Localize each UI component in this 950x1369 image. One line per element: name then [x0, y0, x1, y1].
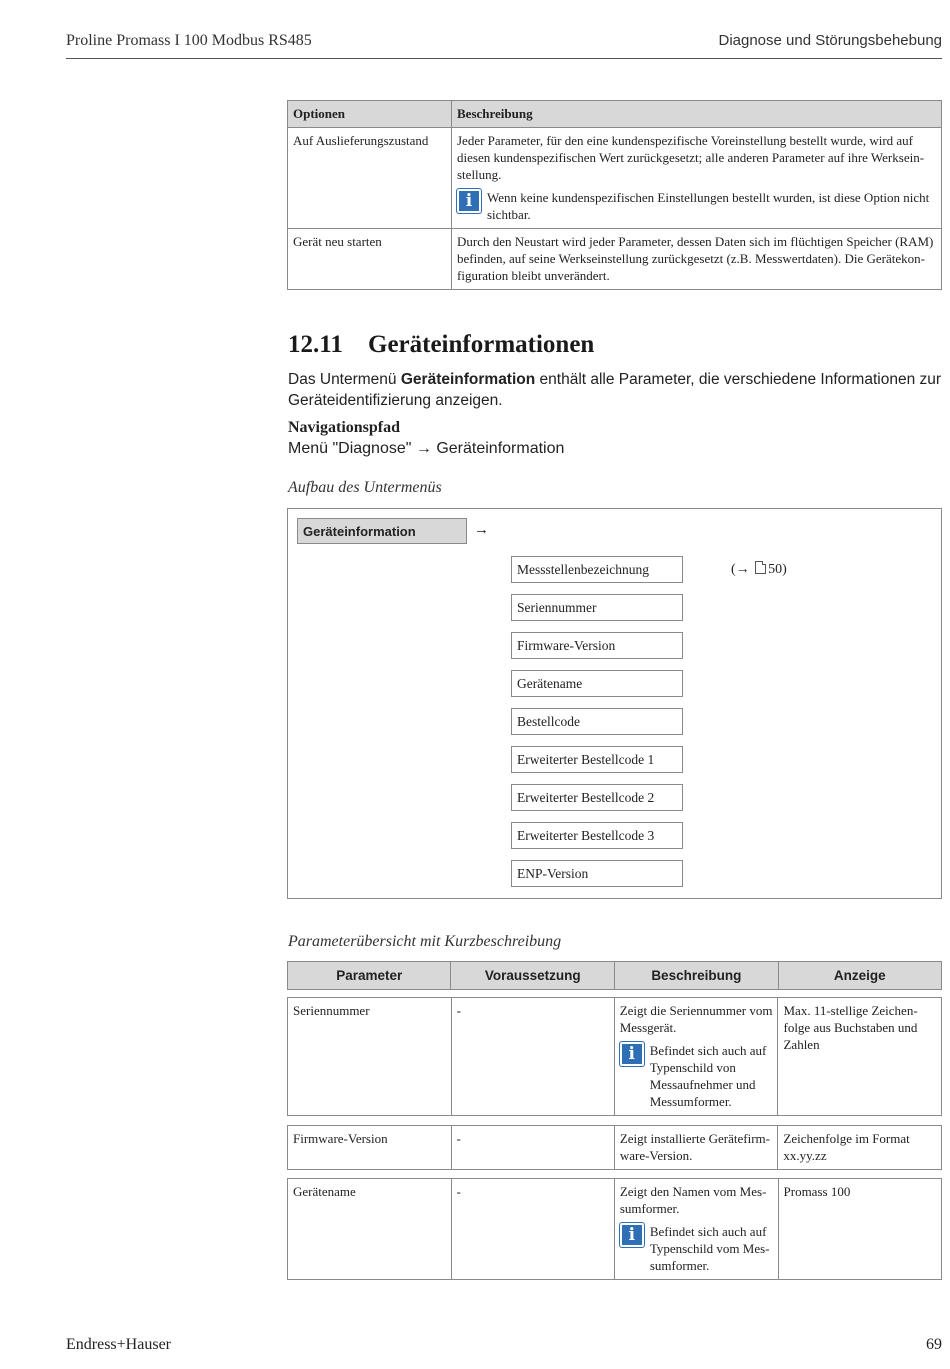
intro-text-start: Das Untermenü — [288, 371, 401, 388]
parameter-display: Zeichenfolge im Format xx.yy.zz — [778, 1126, 942, 1170]
footer-brand: Endress+Hauser — [66, 1336, 171, 1353]
page-reference-prefix: (→ — [731, 562, 750, 577]
parameter-prerequisite: - — [451, 1179, 614, 1280]
col-header-description: Beschreibung — [452, 101, 942, 128]
parameter-description — [614, 998, 778, 1116]
col-header-parameter: Parameter — [288, 962, 451, 990]
option-name: Gerät neu starten — [288, 229, 452, 290]
description-text: Zeigt die Seriennummer vom Messgerät. — [619, 1003, 773, 1035]
submenu-item: Erweiterter Bestellcode 1 — [511, 746, 683, 773]
page-number: 69 — [926, 1336, 942, 1353]
caption-submenu-structure: Aufbau des Untermenüs — [288, 479, 442, 496]
table-row — [288, 128, 942, 229]
option-description: Durch den Neustart wird jeder Parameter, dessen Daten sich im flüchtigen Speicher (RAM) befinden, auf seine Werkseinstellung zurückgesetzt (z.B. Messwertdaten). Die Gerätekon-figuration bleibt unverändert. — [452, 229, 942, 290]
hint-text: Befindet sich auch auf Typenschild von Messaufnehmer und Messumformer. — [649, 1043, 767, 1109]
col-header-description: Beschreibung — [615, 962, 779, 990]
submenu-item: Gerätename — [511, 670, 683, 697]
header-rule — [66, 58, 942, 59]
options-table — [287, 100, 942, 290]
submenu-item: Erweiterter Bestellcode 2 — [511, 784, 683, 811]
parameter-description: Zeigt installierte Gerätefirm-ware-Version. — [614, 1126, 778, 1170]
parameter-name: Gerätename — [288, 1179, 452, 1280]
submenu-item: Messstellenbezeichnung — [511, 556, 683, 583]
hint-text: Befindet sich auch auf Typenschild vom Mes-sumformer. — [649, 1224, 770, 1273]
info-icon: i — [620, 1042, 644, 1066]
hint-block — [620, 1042, 773, 1110]
parameter-name: Firmware-Version — [288, 1126, 452, 1170]
col-header-display: Anzeige — [778, 962, 941, 990]
submenu-item: ENP-Version — [511, 860, 683, 887]
page-icon — [755, 561, 766, 574]
description-text: Zeigt den Namen vom Mes-sumformer. — [619, 1184, 767, 1216]
parameter-name: Seriennummer — [288, 998, 452, 1116]
intro-submenu-name: Geräteinformation — [400, 371, 536, 388]
navigation-path: Menü "Diagnose" → Geräteinformation — [288, 440, 565, 457]
option-description — [452, 128, 942, 229]
description-text: Jeder Parameter, für den eine kundenspezifische Voreinstellung bestellt wurde, wird auf diesen kundenspezifischen Wert zurückgesetzt; alle anderen Parameter auf ihre Werksein-stellung. — [457, 133, 925, 182]
submenu-item: Firmware-Version — [511, 632, 683, 659]
section-intro — [288, 369, 942, 411]
parameter-row-device-name — [287, 1178, 942, 1280]
submenu-root-box: Geräteinformation — [297, 518, 467, 544]
running-header-right: Diagnose und Störungsbehebung — [718, 32, 942, 49]
parameter-prerequisite: - — [451, 998, 614, 1116]
parameter-row-firmware-version — [287, 1125, 942, 1170]
section-number: 12.11 — [288, 331, 343, 358]
hint-block — [457, 189, 936, 223]
option-name: Auf Auslieferungszustand — [288, 128, 452, 229]
col-header-prerequisite: Voraussetzung — [451, 962, 615, 990]
section-title — [288, 331, 594, 359]
parameter-display: Max. 11-stellige Zeichen-folge aus Buchstaben und Zahlen — [778, 998, 942, 1116]
submenu-item: Bestellcode — [511, 708, 683, 735]
page-reference[interactable] — [731, 561, 787, 578]
parameter-prerequisite: - — [451, 1126, 614, 1170]
submenu-item: Seriennummer — [511, 594, 683, 621]
submenu-item: Erweiterter Bestellcode 3 — [511, 822, 683, 849]
navigation-path-label: Navigationspfad — [288, 419, 401, 436]
col-header-options: Optionen — [288, 101, 452, 128]
hint-text: Wenn keine kundenspezifischen Einstellungen bestellt wurden, ist diese Option nicht sichtbar. — [487, 190, 930, 222]
parameter-row-serial-number — [287, 997, 942, 1116]
table-row — [288, 229, 942, 290]
intro-text-end: enthält alle Parameter, die verschiedene Informationen zur Geräteidentifizierung anzeigen. — [288, 371, 942, 409]
hint-block — [620, 1223, 773, 1274]
info-icon: i — [457, 189, 481, 213]
section-title-text: Geräteinformationen — [368, 331, 595, 358]
running-header-left: Proline Promass I 100 Modbus RS485 — [66, 32, 312, 49]
caption-parameter-overview: Parameterübersicht mit Kurzbeschreibung — [288, 933, 562, 950]
info-icon: i — [620, 1223, 644, 1247]
page-reference-number: 50) — [768, 562, 787, 577]
parameter-display: Promass 100 — [778, 1179, 941, 1280]
arrow-right-icon: → — [474, 522, 489, 538]
options-table-header — [288, 101, 942, 128]
parameter-table-header — [287, 961, 942, 990]
parameter-description — [614, 1179, 778, 1280]
